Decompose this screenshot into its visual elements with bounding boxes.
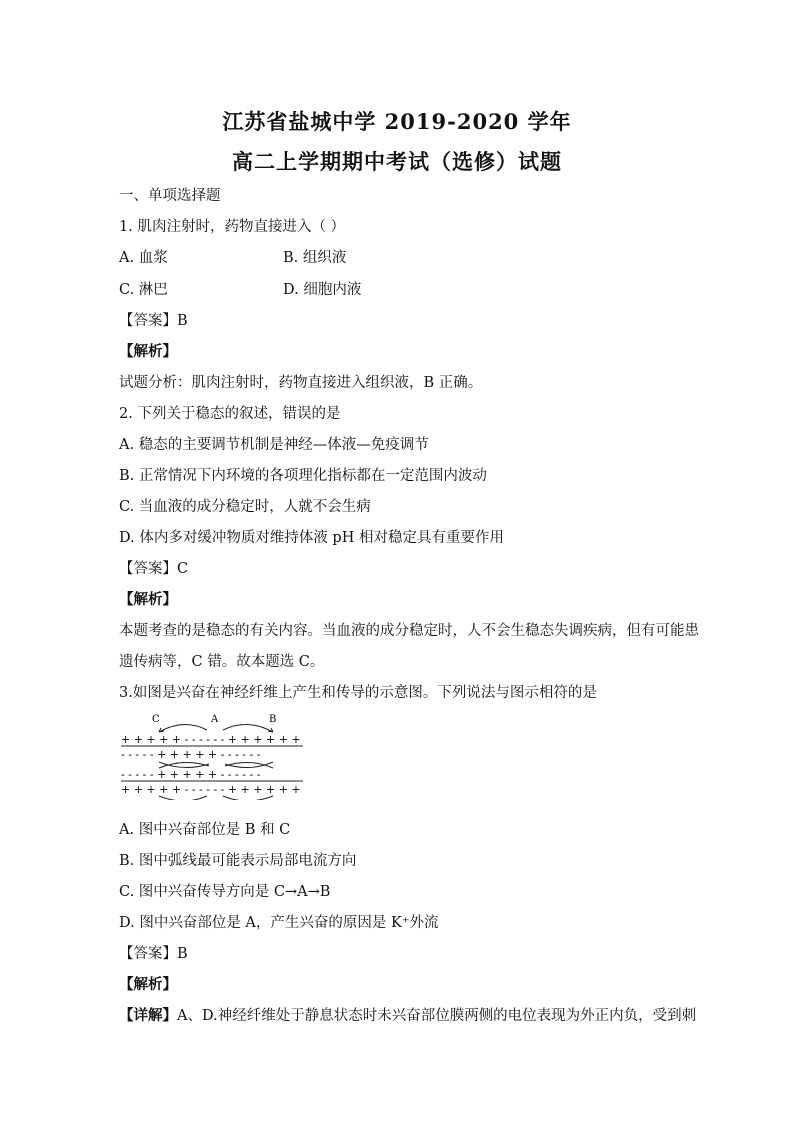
q2-analysis-label: 【解析】 (119, 591, 177, 608)
q2-option-d: D. 体内多对缓冲物质对维持体液 pH 相对稳定具有重要作用 (119, 530, 504, 546)
q2-option-b: B. 正常情况下内环境的各项理化指标都在一定范围内波动 (119, 468, 487, 484)
q2-option-c: C. 当血液的成分稳定时，人就不会生病 (119, 499, 371, 515)
q3-option-c: C. 图中兴奋传导方向是 C→A→B (119, 884, 331, 900)
q2-stem: 2. 下列关于稳态的叙述，错误的是 (119, 406, 341, 422)
figure-label-a: A (211, 714, 219, 725)
q3-option-b: B. 图中弧线最可能表示局部电流方向 (119, 853, 357, 869)
q1-option-b: B. 组织液 (283, 250, 347, 266)
upper-arc-right (223, 724, 273, 732)
charge-row-1: + + + + + - - - - - - + + + + + + (121, 733, 301, 746)
charge-row-4: + + + + + - - - - - - + + + + + + (121, 783, 301, 796)
document-title-line1: 江苏省盐城中学 2019-2020 学年 (222, 109, 572, 134)
charge-row-2: - - - - - + + + + + - - - - - - (121, 748, 261, 761)
q3-stem: 3.如图是兴奋在神经纤维上产生和传导的示意图。下列说法与图示相符的是 (119, 685, 597, 701)
q1-answer: 【答案】B (119, 313, 188, 329)
q2-analysis-line1: 本题考查的是稳态的有关内容。当血液的成分稳定时，人不会生稳态失调疾病，但有可能患 (119, 623, 699, 639)
lower-arc-right (223, 796, 273, 800)
q1-analysis-label: 【解析】 (119, 343, 177, 360)
q1-option-c: C. 淋巴 (119, 282, 168, 298)
q3-detail (119, 1006, 696, 1026)
q2-analysis-line2: 遗传病等，C 错。故本题选 C。 (119, 654, 325, 670)
figure-label-b: B (269, 714, 277, 725)
q1-analysis: 试题分析：肌肉注射时，药物直接进入组织液，B 正确。 (119, 375, 483, 391)
q3-option-d: D. 图中兴奋部位是 A，产生兴奋的原因是 K⁺外流 (119, 915, 439, 931)
q3-detail-label: 【详解】 (119, 1007, 177, 1024)
q1-option-d: D. 细胞内液 (283, 282, 362, 298)
q3-option-a: A. 图中兴奋部位是 B 和 C (119, 822, 291, 838)
document-title-line2: 高二上学期期中考试（选修）试题 (232, 149, 562, 174)
figure-label-c: C (152, 714, 160, 725)
q2-option-a: A. 稳态的主要调节机制是神经—体液—免疫调节 (119, 437, 429, 453)
lower-arc-left (159, 796, 207, 800)
q3-analysis-label: 【解析】 (119, 976, 177, 993)
q2-answer: 【答案】C (119, 561, 189, 577)
charge-row-3: - - - - - + + + + + - - - - - - (121, 768, 261, 781)
q1-option-a: A. 血浆 (119, 250, 168, 266)
section-heading: 一、单项选择题 (119, 188, 221, 204)
q1-stem: 1. 肌肉注射时，药物直接进入（ ） (119, 219, 346, 235)
q3-answer: 【答案】B (119, 946, 188, 962)
nerve-fiber-diagram (119, 710, 309, 800)
upper-arc-left (159, 724, 207, 732)
q3-detail-text: A、D.神经纤维处于静息状态时未兴奋部位膜两侧的电位表现为外正内负，受到刺 (177, 1008, 697, 1024)
